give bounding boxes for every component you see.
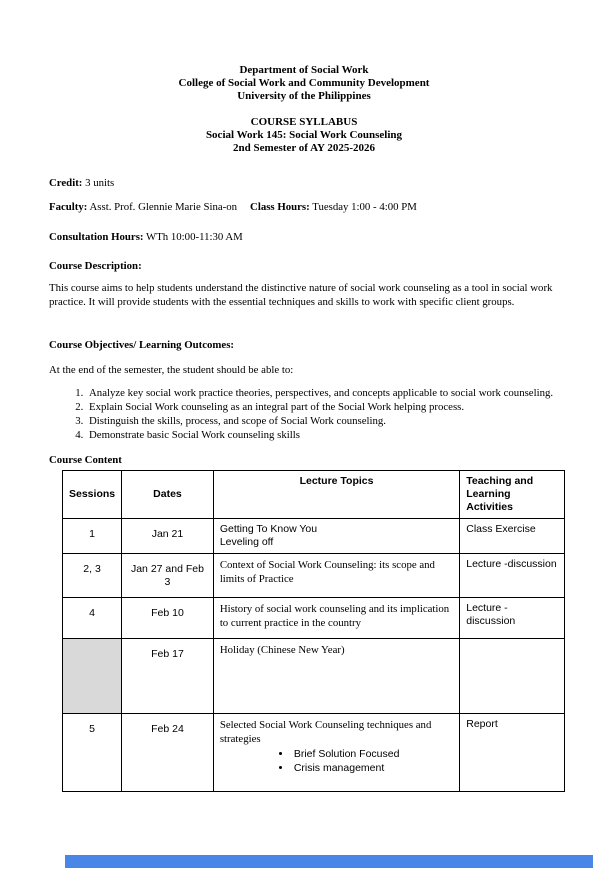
session-cell: 2, 3 [63, 554, 122, 598]
activity-cell: Report [460, 714, 565, 792]
objective-item: 1. Analyze key social work practice theories, perspectives, and concepts applicable to social work counseling. [86, 386, 559, 400]
table-row [63, 714, 565, 792]
objectives-intro: At the end of the semester, the student should be able to: [49, 364, 294, 376]
course-table-body [63, 519, 565, 792]
topic-line: Getting To Know You [219, 523, 318, 535]
date-cell: Feb 10 [122, 598, 214, 639]
topic-line: Leveling off [219, 536, 274, 548]
topic-cell [213, 554, 459, 598]
topic-cell [213, 714, 459, 792]
objective-item: 4. Demonstrate basic Social Work counseling skills [86, 428, 559, 442]
table-row [63, 554, 565, 598]
table-row [63, 519, 565, 554]
consultation-line [49, 231, 559, 243]
activity-cell [460, 639, 565, 714]
semester-line: 2nd Semester of AY 2025-2026 [233, 142, 375, 154]
date-cell: Feb 17 [122, 639, 214, 714]
topic-bullet-item: • Crisis management [292, 761, 453, 775]
class-hours-label: Class Hours: [250, 201, 310, 213]
header-activities: Teaching and Learning Activities [460, 471, 565, 519]
org-line-university: University of the Philippines [237, 90, 371, 102]
session-cell: 5 [63, 714, 122, 792]
session-cell: 4 [63, 598, 122, 639]
course-description-heading: Course Description: [49, 260, 142, 272]
faculty-value: Asst. Prof. Glennie Marie Sina-on [87, 201, 238, 213]
topic-line: Holiday (Chinese New Year) [219, 644, 345, 656]
objectives-list [49, 386, 559, 442]
header-lecture-topics: Lecture Topics [213, 471, 459, 519]
course-content-table [62, 470, 565, 792]
course-description-body: This course aims to help students understand the distinctive nature of social work counseling as a tool in social work practice. It will provide students with the essential techniques and skills to work with specific client groups. [49, 282, 553, 308]
topic-cell [213, 598, 459, 639]
topic-line: Context of Social Work Counseling: its scope and limits of Practice [219, 559, 435, 585]
course-name-line: Social Work 145: Social Work Counseling [205, 129, 403, 141]
faculty-pair [49, 201, 237, 213]
credit-label: Credit: [49, 177, 83, 189]
course-syllabus-title: COURSE SYLLABUS [250, 116, 358, 128]
consultation-value: WTh 10:00-11:30 AM [143, 231, 243, 243]
activity-cell: Class Exercise [460, 519, 565, 554]
header-sessions: Sessions [63, 471, 122, 519]
activity-cell: Lecture - discussion [460, 598, 565, 639]
table-row [63, 598, 565, 639]
document-header [49, 64, 559, 155]
credit-value: 3 units [82, 177, 115, 189]
activity-cell: Lecture -discussion [460, 554, 565, 598]
objective-item: 3. Distinguish the skills, process, and scope of Social Work counseling. [86, 414, 559, 428]
credit-line [49, 177, 559, 189]
date-cell: Jan 21 [122, 519, 214, 554]
topic-bullet-item: • Brief Solution Focused [292, 747, 453, 761]
class-hours-pair [250, 201, 417, 213]
course-content-heading: Course Content [49, 454, 122, 466]
course-table-head [63, 471, 565, 519]
header-dates: Dates [122, 471, 214, 519]
topic-line: History of social work counseling and its implication to current practice in the country [219, 603, 450, 629]
faculty-label: Faculty: [49, 201, 88, 213]
consultation-label: Consultation Hours: [49, 231, 144, 243]
topic-cell [213, 639, 459, 714]
topic-cell [213, 519, 459, 554]
selection-highlight-bar [65, 855, 593, 868]
topic-bullet-list [220, 747, 453, 775]
org-line-department: Department of Social Work [239, 64, 369, 76]
faculty-line [49, 201, 559, 213]
date-cell: Jan 27 and Feb 3 [122, 554, 214, 598]
objectives-heading: Course Objectives/ Learning Outcomes: [49, 339, 235, 351]
objective-item: 2. Explain Social Work counseling as an integral part of the Social Work helping process. [86, 400, 559, 414]
date-cell: Feb 24 [122, 714, 214, 792]
class-hours-value: Tuesday 1:00 - 4:00 PM [309, 201, 417, 213]
session-cell: 1 [63, 519, 122, 554]
topic-line: Selected Social Work Counseling techniques and strategies [219, 719, 432, 745]
table-row [63, 639, 565, 714]
org-line-college: College of Social Work and Community Development [178, 77, 430, 89]
session-cell [63, 639, 122, 714]
